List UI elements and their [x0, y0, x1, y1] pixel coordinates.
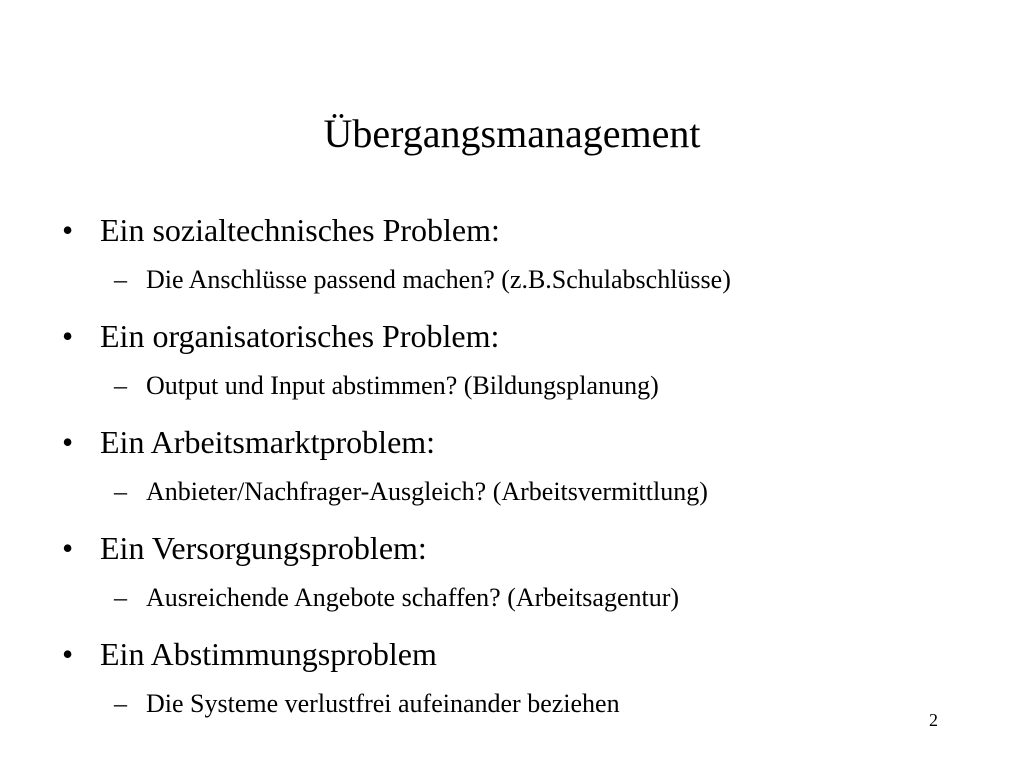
bullet-text: Ein organisatorisches Problem:: [100, 318, 500, 354]
page-number: 2: [929, 710, 938, 730]
sub-bullet-text: Ausreichende Angebote schaffen? (Arbeitsagentur): [146, 583, 680, 612]
bullet-text: Ein Abstimmungsproblem: [100, 636, 437, 672]
bullet-icon: •: [62, 530, 74, 566]
sub-bullet-item: [114, 688, 620, 720]
dash-icon: –: [114, 371, 127, 400]
slide-title: Übergangsmanagement: [323, 111, 701, 156]
sub-bullet-item: [114, 264, 731, 296]
bullet-text: Ein sozialtechnisches Problem:: [100, 212, 500, 248]
bullet-item: [62, 528, 427, 568]
sub-bullet-text: Die Anschlüsse passend machen? (z.B.Schulabschlüsse): [146, 265, 731, 294]
bullet-text: Ein Versorgungsproblem:: [100, 530, 427, 566]
dash-icon: –: [114, 477, 127, 506]
bullet-item: [62, 316, 500, 356]
sub-bullet-text: Die Systeme verlustfrei aufeinander beziehen: [146, 689, 620, 718]
bullet-icon: •: [62, 424, 74, 460]
bullet-icon: •: [62, 636, 74, 672]
sub-bullet-item: [114, 476, 708, 508]
dash-icon: –: [114, 689, 127, 718]
dash-icon: –: [114, 265, 127, 294]
bullet-item: [62, 422, 436, 462]
bullet-icon: •: [62, 212, 74, 248]
bullet-icon: •: [62, 318, 74, 354]
bullet-item: [62, 210, 500, 250]
sub-bullet-item: [114, 370, 659, 402]
sub-bullet-text: Output und Input abstimmen? (Bildungsplanung): [146, 371, 659, 400]
bullet-text: Ein Arbeitsmarktproblem:: [100, 424, 436, 460]
sub-bullet-text: Anbieter/Nachfrager-Ausgleich? (Arbeitsvermittlung): [146, 477, 708, 506]
bullet-item: [62, 634, 437, 674]
dash-icon: –: [114, 583, 127, 612]
sub-bullet-item: [114, 582, 680, 614]
